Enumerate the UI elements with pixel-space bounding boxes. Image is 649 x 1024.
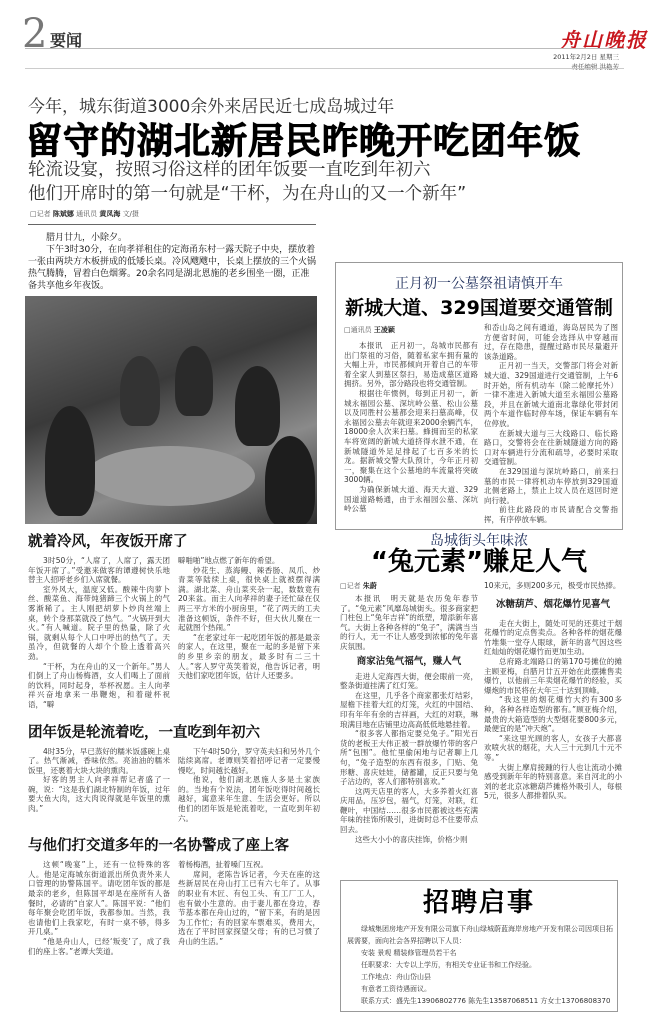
section-heading: 与他们打交道多年的一名协警成了座上客 (28, 838, 289, 855)
article-column: 3时50分，“人席了，人席了，露天团年饭开席了。”受邀来做客的谭遵树快乐地替主人招呼老乡们入席就餐。 室外风大，温度又低。酸辣牛肉萝卜丝、酸菜鱼、海带炖猪蹄三个火锅上的气雾渐稀了。主人刚把胡萝卜炒肉丝端上桌，转个身那菜就没了热气。“火锅开到大火。”有人喊道。院子里的热量，除了火锅，就剩从每个人口中呼出的热气了。天虽冷，但就餐的人却个个脸上透着高兴劲。 “干杯，为在舟山的又一个新年。”男人们倒上了舟山杨梅酒，女人们喝上了面前的饮料，同时起身，举杯祝愿。主人向孝祥兴奋地拿来一串鞭炮，和着碰杯祝语，“噼 (28, 556, 170, 709)
article-column: 本报讯 正月初一，岛城市民都有出门祭祖的习俗，随着私家车拥有量的大幅上升，市民都倾向开着自己的车带着全家人到墓区祭扫，易造成墓区道路拥挤。另外，部分路段也将交通管制。 根据往年惯例，每到正月初一，新城永福园公墓、深坑岭公墓、松山公墓以及同胜村公墓都会迎来扫墓高峰，仅永福园公墓去年就迎来2000余辆汽车，18000余人次来扫墓。蜂拥而至的私家车将宽阔的新城大道挤得水泄不通，在新城隧道外足足排起了七百多米的长龙。据新城交警大队预计，今年正月初一，聚集在这个公墓地的车流量将突破3000辆。 为确保新城大道、海天大道、329国道道路畅通，由于永福园公墓、深坑岭公墓 (344, 341, 478, 514)
rabbit-byline: □记者 朱蔚 (340, 582, 377, 590)
article-column: 下午4时50分，罗守英夫妇和另外几个陆续离席。老谭则笑着招呼记者一定要慢慢吃，时间越长越好。 他说，他们湖北恩施人多是土家族的。当地有个说法，团年饭吃得时间越长越好，寓意来年生意、生活会更好。所以他们的团年饭是轮流着吃，一直吃到年初六。 (178, 746, 320, 823)
rabbit-article-headline: “兔元素”赚足人气 (370, 547, 588, 577)
ad-body: 绿城集团房地产开发有限公司旗下舟山绿城蔚蓝海岸房地产开发有限公司因项目拓展需要，面向社会各界招聘以下人员： 安装 景观 精装修管理员若干名 任职要求：大专以上学历，有相关专业证书和工作经验。 工作地点：舟山岱山县 有意者工资待遇面议。 联系方式：盛先生13906802776 陈先生13587068511 方女士13706808370 (347, 925, 613, 1005)
issue-info (553, 52, 619, 72)
article-column: 4时35分，早已蒸好的糯米饭盛碗上桌了。热气渐减，香味依然。亮油油的糯米饭里，还裹着大块大块的熏肉。 好客的男主人向孝祥帮记者盛了一碗，说：“这是我们湖北特制的年饭，过年要大鱼大肉，这大肉说得就是年饭里的熏肉。” (28, 746, 170, 814)
lead-subhead-1: 轮流设宴，按照习俗这样的团年饭要一直吃到年初六 (28, 160, 431, 180)
lead-kicker: 今年，城东街道3000余外来居民近七成岛城过年 (28, 97, 395, 117)
article-column: 10来元，多则200多元，极受市民热捧。 冰糖葫芦、烟花爆竹见喜气 走在大街上，随处可见的还莫过于烟花爆竹的定点售卖点。各种各样的烟花爆竹堆集一堂夺人眼球，新年的喜气因这些红灿灿的烟花爆竹而更加生动。 总府路北端路口的第170号摊位的摊主顾亚梅，自腊月廿五开始在此摆摊售卖爆竹，以他前三年卖烟花爆竹的经验，买爆炮的市民将在大年三十达到顶峰。 “我这里的烟花爆竹大约有300多种，各种各样造型的都有。”顾亚梅介绍，最贵的大箱造型的大型烟花要800多元，最便宜的是“冲天炮”。 “来这里光顾的客人，女孩子大都喜欢喷火状的烟花，大人三十元到几十元不等。” 大街上摩肩接踵的行人也让流动小摊感受到新年年的特别喜意。来自河北的小刘的老北京冰糖葫芦摊格外吸引人，每根5元，很多人都排着队买。 (484, 581, 622, 801)
subheading: 商家沾兔气福气，赚人气 (356, 655, 462, 667)
subheading: 冰糖葫芦、烟花爆竹见喜气 (495, 598, 610, 610)
lead-article-body (28, 533, 320, 970)
ad-title: 招聘启事 (422, 888, 535, 918)
section-heading: 团年饭是轮流着吃，一直吃到年初六 (28, 724, 260, 741)
recruitment-ad (340, 880, 618, 1012)
box-byline: □通讯员 王凌颖 (344, 326, 395, 334)
header-rule (25, 68, 624, 69)
box-kicker: 正月初一公墓祭祖请慎开车 (395, 276, 563, 292)
article-column: 噼啪啪”地点燃了新年的希望。 炒花生、蒸海鳗、辣香肠、凤爪、炒青菜等陆续上桌，很快桌上就被摆得满满。湖北菜、舟山菜夹杂一起，数数竟有20来盆。而主人向孝祥的妻子还忙碌在仅两三平方米的小厨房里，“花了两天的工夫准备这顿饭，条件不好，但大伙儿聚在一起就图个热闹。” “在老家过年一起吃团年饭的都是最亲的家人，在这里，聚在一起的多是留下来的乡里乡亲的朋友，最多时有二三十人。”客人罗守英笑着说，他告诉记者，明天他们家吃团年饭，估计人还要多。 (178, 556, 320, 681)
section-heading: 就着冷风，年夜饭开席了 (28, 534, 188, 550)
editor: 责任编辑 洪艳芳 (571, 63, 619, 71)
traffic-article-box (335, 262, 623, 530)
lead-byline: □记者 陈斌娜 通讯员 黄凤海 文/摄 (30, 210, 139, 218)
article-column: 着杨梅酒，扯着嗓门互祝。 席间，老陈告诉记者，今天在座的这些新居民在舟山打工已有六七年了。从事的职业有木匠、有包工头、有工厂工人，也有做小生意的。由于妻儿都在身边，春节基本都在舟山过的，“留下来，有的是因为工作忙；有的回家车票难买，费用大，选在了平时回家探望父母；有的已习惯了舟山的生活。” (178, 860, 320, 946)
lead-intro: 腊月廿九，小除夕。 下午3时30分，在向孝祥租住的定海甬东村一露天院子中央，摆放着一张由两块方木板拼成的低矮长桌。冷风飕飕中，长桌上摆放的三个火锅热气腾腾，冒着白色烟雾。20余名同是湖北恩施的老乡围坐一圈，正准备共享他乡年夜饭。 (28, 233, 317, 291)
page-number: 2 (22, 11, 48, 57)
article-section (28, 533, 320, 710)
header-divider (25, 48, 624, 49)
issue-date: 2011年2月2日 星期三 (553, 53, 619, 61)
article-column: 和岙山岛之间有通道，海岛居民为了图方便省时间，可能会选择从中穿越而过，存在隐患，提醒过路市民尽量避开该条道路。 正月初一当天，交警部门将会对新城大道、329国道进行交通管制，上午6时开始，所有机动车（除二轮摩托外）一律不准进入新城大道至永福园公墓路段，并且在新城大道南北靠绿化带封闭两个车道作临时停车场，保证车辆有车位停放。 在新城大道与三大线路口、临长路路口，交警将会在往新城隧道方向的路口对车辆进行分流和疏导，必要时采取交通管制。 在329国道与深坑岭路口，前来扫墓的市民一律将机动车停放到329国道北侧老路上，禁止上坟人员在返回时逆向行驶。 前往此路段的市民请配合交警指挥，有序停放车辆。 (484, 323, 618, 524)
article-section (28, 724, 320, 824)
lead-headline: 留守的湖北新居民昨晚开吃团年饭 (26, 121, 582, 162)
byline-rule (28, 224, 316, 225)
box-headline: 新城大道、329国道要交通管制 (345, 297, 613, 319)
newspaper-logo: 舟山晚报 (560, 28, 648, 52)
rabbit-article-kicker: 岛城街头年味浓 (430, 533, 528, 549)
lead-subhead-2: 他们开席时的第一句就是“干杯，为在舟山的又一个新年” (28, 184, 467, 204)
news-photo (25, 296, 317, 524)
article-column: 本报讯 明天就是农历兔年春节了。“兔元素”风靡岛城街头。很多商家把门柱包上“兔年吉祥”的纸塑，增添新年喜气。大街上各种各样的“兔子”，满满当当的行人，无一不让人感受到浓郁的兔年喜庆氛围。 商家沾兔气福气，赚人气 走进人定海西大街，便会眼前一亮，整条街道挂满了红灯笼。 在这里，几乎各个商家都张灯结彩，屋檐下挂着大红的灯笼，火红的中国结、印有年年有余的吉祥画，大红的对联，琳琅满目地在店铺里边高高低低地悬挂着。 “很多客人都指定要兑兔子。”阳光百货的老板王大伟正被一群放爆竹带的客户所“包围”。他忙里偷闲地与记者聊上几句，“兔子造型的东西有很多，门贴、兔形糖、喜庆娃娃，储蓄罐，反正只要与兔子沾边的，客人们都特别喜欢。” 这两天店里的客人，大多养着火红喜庆用品，压岁包，福气，灯笼，对联，红鞭叶，中国结……很多市民都被这些充满年味的挂饰所吸引，进街时总不住要带点回去。 这些大小小的喜庆挂饰，价格少则 (340, 594, 478, 844)
article-column: 这顿“晚宴”上，还有一位特殊的客人。他是定海城东街道派出所负责外来人口管理的协警陈国平。请吃团年饭的都是最亲的老乡，但陈国平却是在座所有人备餐时，必请的“自家人”。陈国平说：“他们每年聚会吃团年饭，我都参加。当然，我也请他们上我家吃，有时一桌不够，得多开几桌。” “他是舟山人，已经‘叛变’了，成了我们的座上客。”老谭大笑道。 (28, 860, 170, 956)
article-section (28, 837, 320, 956)
section-name: 要闻 (50, 31, 83, 50)
